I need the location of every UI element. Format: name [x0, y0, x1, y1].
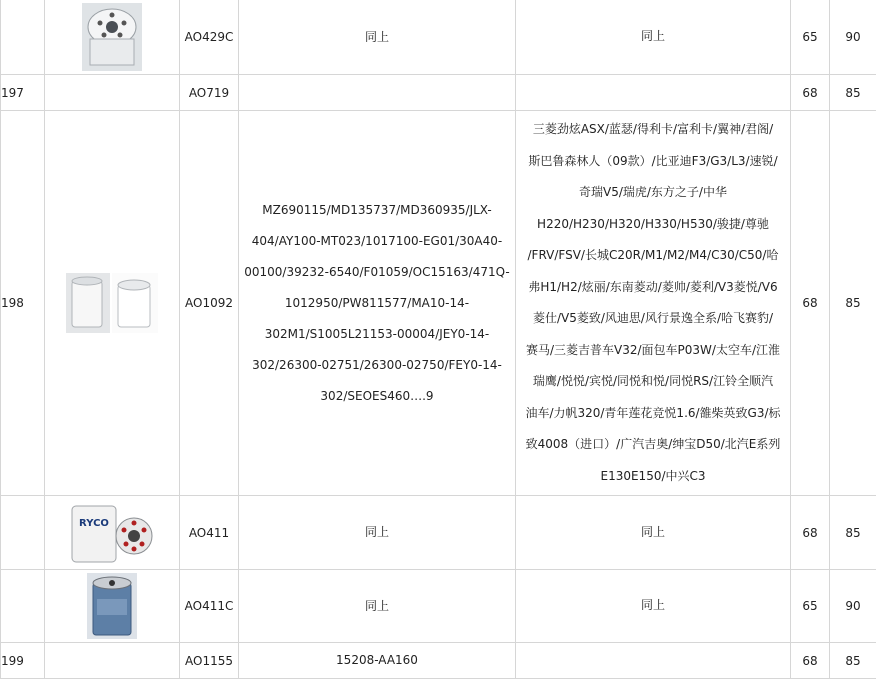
logo-text: RYCO: [79, 518, 109, 529]
oem-line: 00100/39232-6540/F01059/OC15163/471Q-: [239, 257, 515, 288]
model-line: H220/H230/H320/H330/H530/骏捷/尊驰: [516, 209, 790, 241]
applicable-models: [516, 643, 791, 679]
oil-filter-icon: [87, 573, 137, 639]
part-code: AO1155: [180, 643, 239, 679]
model-line: 油车/力帆320/青年莲花竞悦1.6/雒柴英致G3/标: [516, 398, 790, 430]
oem-numbers: 15208-AA160: [239, 643, 516, 679]
oem-line: 302/26300-02751/26300-02750/FEY0-14-: [239, 350, 515, 381]
table-row: [1, 570, 876, 643]
oil-filter-icon: [66, 273, 158, 333]
product-image-cell: [45, 111, 180, 496]
product-image-cell: [45, 496, 180, 570]
row-number: [1, 570, 45, 643]
model-line: /FRV/FSV/长城C20R/M1/M2/M4/C30/C50/哈: [516, 240, 790, 272]
value-b: 85: [830, 75, 876, 111]
table-row: [1, 75, 876, 111]
value-a: 65: [791, 570, 830, 643]
value-b: 90: [830, 0, 876, 75]
oem-numbers: [239, 111, 516, 496]
row-number: 197: [1, 75, 45, 111]
product-image-cell: [45, 75, 180, 111]
model-line: 赛马/三菱吉普车V32/面包车P03W/太空车/江淮: [516, 335, 790, 367]
table-row: [1, 111, 876, 496]
value-a: 68: [791, 75, 830, 111]
oem-numbers: [239, 75, 516, 111]
product-image-cell: [45, 0, 180, 75]
value-b: 85: [830, 111, 876, 496]
value-b: 85: [830, 643, 876, 679]
table-row: [1, 643, 876, 679]
part-code: AO411: [180, 496, 239, 570]
part-code: AO1092: [180, 111, 239, 496]
model-line: E130E150/中兴C3: [516, 461, 790, 493]
oem-numbers: 同上: [239, 570, 516, 643]
row-number: 198: [1, 111, 45, 496]
oem-line: 302/SEOES460….9: [239, 381, 515, 412]
oem-line: 302M1/S1005L21153-00004/JEY0-14-: [239, 319, 515, 350]
value-a: 68: [791, 111, 830, 496]
row-number: [1, 496, 45, 570]
model-line: 弗H1/H2/炫丽/东南菱动/菱帅/菱利/V3菱悦/V6: [516, 272, 790, 304]
oem-line: 404/AY100-MT023/1017100-EG01/30A40-: [239, 226, 515, 257]
row-number: [1, 0, 45, 75]
value-b: 90: [830, 570, 876, 643]
oil-filter-icon: [82, 3, 142, 71]
model-line: 瑞鹰/悦悦/宾悦/同悦和悦/同悦RS/江铃全顺汽: [516, 366, 790, 398]
model-line: 菱仕/V5菱致/风迪思/风行景逸全系/哈飞赛豹/: [516, 303, 790, 335]
applicable-models: 同上: [516, 496, 791, 570]
oil-filter-icon: [66, 500, 158, 566]
value-b: 85: [830, 496, 876, 570]
applicable-models: [516, 111, 791, 496]
table-row: [1, 496, 876, 570]
oem-numbers: 同上: [239, 496, 516, 570]
oem-line: 1012950/PW811577/MA10-14-: [239, 288, 515, 319]
table-row: [1, 0, 876, 75]
value-a: 68: [791, 496, 830, 570]
product-image-cell: [45, 570, 180, 643]
oem-numbers: 同上: [239, 0, 516, 75]
model-line: 斯巴鲁森林人（09款）/比亚迪F3/G3/L3/速锐/: [516, 146, 790, 178]
applicable-models: 同上: [516, 570, 791, 643]
product-image-cell: [45, 643, 180, 679]
part-code: AO411C: [180, 570, 239, 643]
row-number: 199: [1, 643, 45, 679]
value-a: 68: [791, 643, 830, 679]
applicable-models: [516, 75, 791, 111]
part-code: AO429C: [180, 0, 239, 75]
value-a: 65: [791, 0, 830, 75]
part-code: AO719: [180, 75, 239, 111]
oem-line: MZ690115/MD135737/MD360935/JLX-: [239, 195, 515, 226]
model-line: 奇瑞V5/瑞虎/东方之子/中华: [516, 177, 790, 209]
applicable-models: 同上: [516, 0, 791, 75]
model-line: 三菱劲炫ASX/蓝瑟/得利卡/富利卡/翼神/君阁/: [516, 114, 790, 146]
model-line: 致4008（进口）/广汽吉奥/绅宝D50/北汽E系列: [516, 429, 790, 461]
